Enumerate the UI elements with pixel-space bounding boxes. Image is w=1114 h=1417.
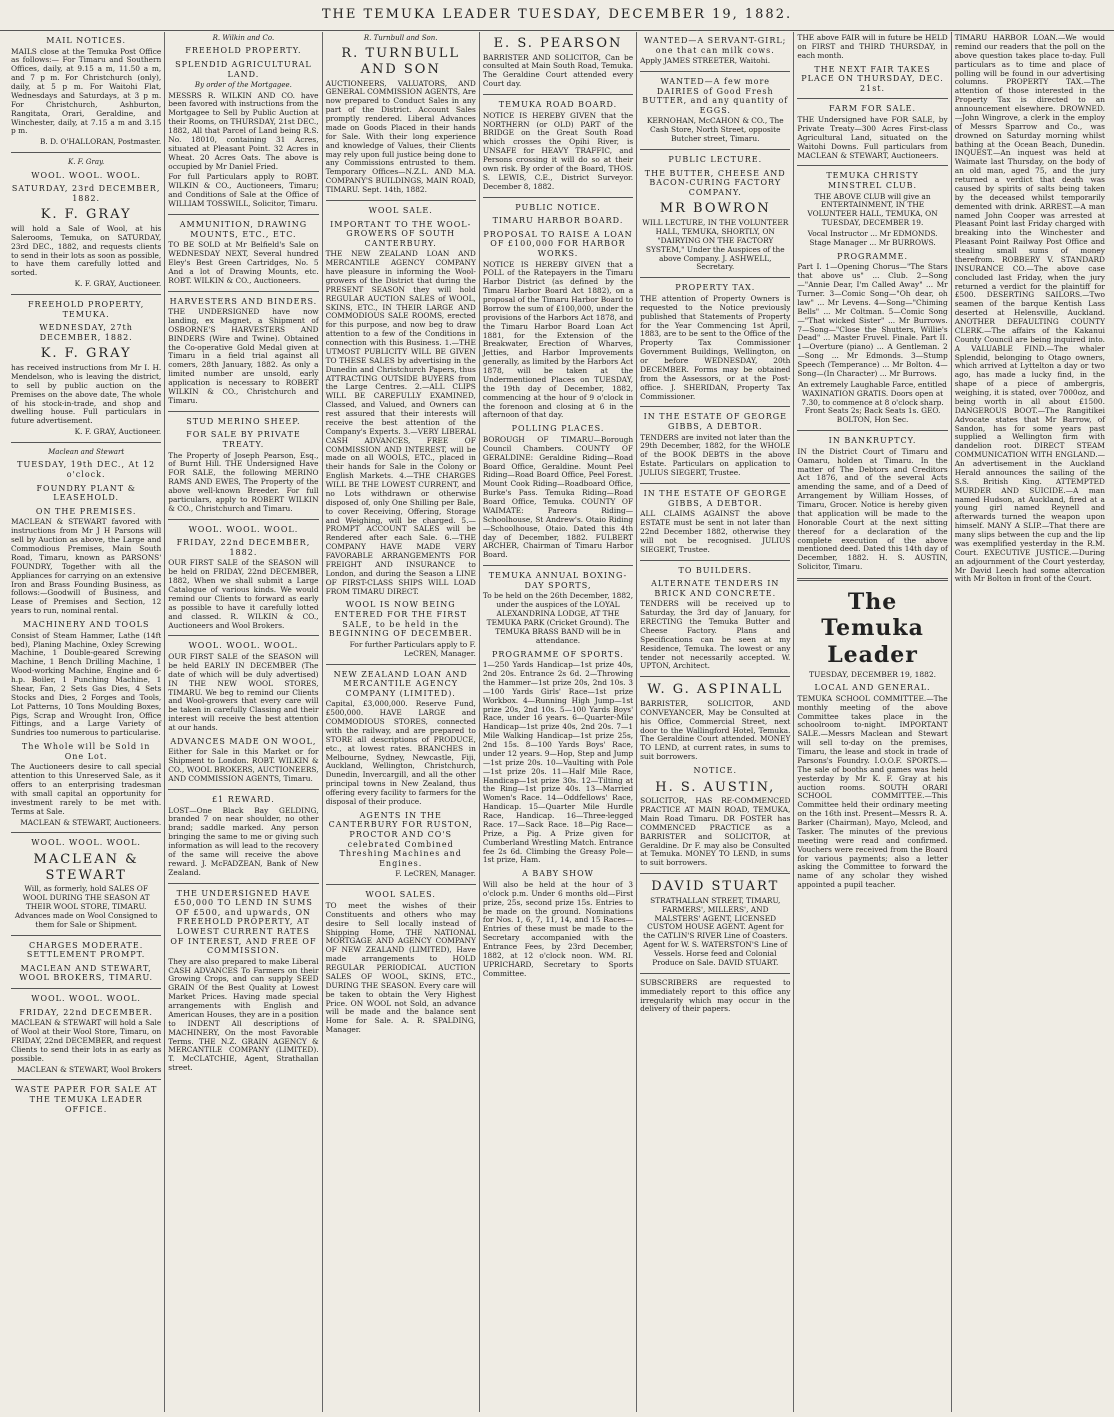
wilkin-wool-text: OUR FIRST SALE of the SEASON will be held on FRIDAY, 22nd DECEMBER, 1882, When we shall submit a Large Catalogue of various kinds. We would remind our Clients to forward as early as possible to have it carefully lotted and classed. R. WILKIN & CO., Auctioneers and Wool Brokers. bbox=[168, 558, 319, 630]
wilkin-land-text: MESSRS R. WILKIN AND CO. have been favored with instructions from the Mortgagee to Sell by Public Auction at their Rooms, on THURSDAY, 21st DEC., 1882, All that Parcel of Land being R.S. No. 18010, containing 31 Acres, situated at Pleasant Point. 32 Acres in Wheat. 20 Acres Oats. The above is occupied by Mr Daniel Fried. bbox=[168, 90, 319, 171]
gray-subheading: K. F. Gray. bbox=[68, 158, 105, 167]
pearson-name: E. S. PEARSON bbox=[493, 36, 623, 51]
local-general-text: TEMUKA SCHOOL COMMITTEE.—The monthly meeting of the above Committee takes place in the schoolroom to-night. IMPORTANT SALE.—Messrs Maclean and Stewart will sell to-day on the premises, Timaru, the lease and stock in trade of Parsons's Foundry. I.O.O.F. SPORTS.—The sale of booths and games was held yesterday by Mr K. F. Gray at his auction rooms. SOUTH ORARI SCHOOL COMMITTEE.—This Committee held their ordinary meeting on the 16th inst. Present—Messrs R. A. Barker (Chairman), Mayo, Mcleod, and Tasker. The minutes of the previous meeting were read and confirmed. Vouchers were received from the Board for various payments; also a letter asking the Committee to forward the name of any scholar they wished appointed a pupil teacher. bbox=[797, 693, 948, 890]
nz-loan-heading: NEW ZEALAND LOAN AND MERCANTILE AGENCY COMPANY (LIMITED). bbox=[333, 669, 468, 698]
wilkin-land-particulars: For full Particulars apply to ROBT. WILKIN & CO., Auctioneers, Timaru; and Conditions of Sale at the Office of WILLIAM TOSSWILL, Solicitor, Timaru. bbox=[168, 172, 319, 209]
loan-text: They are also prepared to make Liberal CASH ADVANCES To Farmers on their Growing Crops, and can supply SEED GRAIN Of the Best Quality at Lowest Market Prices. Having made special arrangements with English and American Houses, they are in a position to INDENT All descriptions of MACHINERY, On the most Favorable Terms. THE N.Z. GRAIN AGENCY & MERCANTILE COMPANY (LIMITED). T. McCLATCHIE, Agent, Strathallan street. bbox=[168, 956, 319, 1073]
column-4 bbox=[480, 32, 637, 1412]
factory-company-heading: THE BUTTER, CHEESE AND BACON-CURING FACTORY COMPANY. bbox=[644, 168, 786, 197]
boxing-day-text: To be held on the 26th December, 1882, under the auspices of the LOYAL ALEXANDRINA LODGE, AT THE TEMUKA PARK (Cricket Ground). The TEMUKA BRASS BAND will be in attendance. bbox=[482, 591, 634, 645]
first-sale-heading: WOOL IS NOW BEING ENTERED FOR THE FIRST SALE, to be held in the BEGINNING OF DECEMBER. bbox=[328, 600, 473, 639]
fair-text: THE above FAIR will in future be HELD on FIRST and THIRD THURSDAY, in each month. bbox=[797, 33, 948, 60]
notice-heading: NOTICE. bbox=[693, 766, 738, 775]
builders-heading: TO BUILDERS. bbox=[678, 565, 753, 575]
freehold-date: WEDNESDAY, 27th DECEMBER, 1882. bbox=[39, 323, 133, 342]
minstrel-text: THE ABOVE CLUB will give an ENTERTAINMENT, IN THE VOLUNTEER HALL, TEMUKA, ON TUESDAY, DECEMBER 19. bbox=[807, 191, 938, 228]
polling-places-text: BOROUGH OF TIMARU—Borough Council Chambers. COUNTY OF GERALDINE: Geraldine Riding—Road Board Office, Geraldine. Mount Peel Riding—Road Board Office, Peel Forest. Mount Cook Riding—Roadboard Office, Burke's Pass. Temuka Riding—Road Board Office, Temuka. COUNTY OF WAIMATE: Pareora Riding—Schoolhouse, St Andrew's. Otaio Riding—Schoolhouse, Otaio. Dated this 4th day of December, 1882. FULBERT ARCHER, Chairman of Timaru Harbor Board. bbox=[482, 434, 634, 560]
ammunition-heading: AMMUNITION, DRAWING MOUNTS, ETC., ETC. bbox=[179, 219, 308, 239]
column-7 bbox=[952, 32, 1108, 1412]
advances-heading: ADVANCES MADE ON WOOL, bbox=[170, 736, 317, 746]
local-general-heading: LOCAL AND GENERAL. bbox=[814, 683, 931, 693]
foundry-text: MACLEAN & STEWART favored with instructions from Mr J H Parsons will sell by Auction as above, the Large and Commodious Premises, Main South Road, Timaru, known as PARSONS' FOUNDRY, Together with all the Appliances for carrying on an extensive Iron and Brass Founding Business, as follows:—Goodwill of Business, and Lease of Premises and Section, 12 years to run, nominal rental. bbox=[11, 517, 162, 616]
column-6 bbox=[794, 32, 951, 1412]
property-tax-heading: PROPERTY TAX. bbox=[675, 283, 756, 293]
brokers-line: MACLEAN AND STEWART, WOOL BROKERS, TIMARU. bbox=[19, 963, 154, 983]
whole-lot-line: The Whole will be Sold in One Lot. bbox=[21, 742, 151, 761]
baby-show-heading: A BABY SHOW bbox=[522, 869, 594, 879]
servant-wanted-heading: WANTED—A SERVANT-GIRL; one that can milk cows. bbox=[644, 36, 787, 55]
harbor-loan-text: NOTICE IS HEREBY GIVEN that a POLL of the Ratepayers in the Timaru Harbor District (as defined by the Timaru Harbor Board Act 1882), on a proposal of the Timaru Harbor Board to Borrow the sum of £100,000, under the provisions of the Harbors Act 1878, and the Timaru Harbor Board Loan Act 1881, for the Extension of the Breakwater, Erection of Wharves, Jetties, and Harbor Improvements generally, as limited by the Harbors Act 1878, will be taken at the Undermentioned Places on TUESDAY, the 19th day of December, 1882, commencing at the hour of 9 o'clock in the forenoon and closing at 6 in the afternoon of that day. bbox=[482, 259, 634, 420]
private-treaty-heading: FOR SALE BY PRIVATE TREATY. bbox=[186, 430, 301, 449]
sports-programme-text: 1—250 Yards Handicap—1st prize 40s, 2nd 20s. Entrance 2s 6d. 2—Throwing the Hammer—1st prize 20s, 2nd 10s. 3—100 Yards Girls' Race—1st prize Workbox. 4—Running High Jump—1st prize 20s, 2nd 10s. 5—100 Yards Boys' Race, under 16 years. 6—Quarter-Mile Handicap—1st prize 40s, 2nd 20s. 7—1 Mile Walking Handicap—1st prize 25s, 2nd 15s. 8—100 Yards Boys' Race, under 12 years. 9—Hop, Step and Jump—1st prize 20s. 10—Vaulting with Pole—1st prize 20s. 11—Half Mile Race, Handicap—1st prize 30s. 12—Tilting at the Ring—1st prize 40s. 13—Married Women's Race. 14—Oddfellows' Race, Handicap. 15—Quarter Mile Hurdle Race, Handicap. 16—Three-legged Race. 17—Sack Race. 18—Pig Race—Prize, a Pig. A Prize given for Cumberland Wrestling Match. Entrance fee 2s 6d. Climbing the Greasy Pole—1st prize, Ham. bbox=[482, 660, 634, 865]
harvesters-text: THE UNDERSIGNED have now landing, ex Magnet, a Shipment of OSBORNE'S HARVESTERS AND BINDERS (Wire and Twine). Obtained the Co-operative Gold Medal given at Timaru in a field trial against all comers, 28th January, 1882. As only a limited number are unsold, early application is necessary to ROBERT WILKIN & CO., Christchurch and Timaru. bbox=[168, 307, 319, 405]
national-mortgage-text: TO meet the wishes of their Constituents and others who may desire to Sell locally instead of Shipping Home, THE NATIONAL MORTGAGE AND AGENCY COMPANY OF NEW ZEALAND (LIMITED), Have made arrangements to HOLD REGULAR PERIODICAL AUCTION SALES OF WOOL, SKINS, ETC., DURING THE SEASON. Every care will be taken to obtain the Very Highest Price. ON WOOL not Sold, an advance will be made and the balance sent Home for Sale. A. R. SPALDING, Manager. bbox=[325, 900, 476, 1035]
mail-notices-text: MAILS close at the Temuka Post Office as follows:— For Timaru and Southern Offices, daily, at 9.15 a m, 11.50 a m, and 7 p m. For Christchurch (only), daily, at 5 p m. For Waitohi Flat, Wednesdays and Saturdays, at 3 p m. For Christchurch, Ashburton, Rangitata, Orari, Geraldine, and Winchester, daily, at 7.15 a m and 3.15 p m. bbox=[11, 46, 162, 136]
programme-text: Part I. 1—Opening Chorus—"The Stars that above us" ... Club. 2—Song—"Annie Dear, I'm Called Away" ... Mr Turner. 3—Comic Song—"Oh dear, oh law" ... Mr Levens. 4—Song—"Chiming Bells" ... Mr Coltman. 5—Comic Song—"That wicked Sister" ... Mr Burrows. 7—Song—"Close the Shutters, Willie's Dead" ... Master Fruvel. Finale. Part II. 1—Overture (piano) ... A Gentleman. 2—Song ... Mr Edmonds. 3—Stump Speech (Temperance) ... Mr Bolton. 4—Song—(In Character) ... Mr Burrows. bbox=[797, 262, 948, 378]
mortgagee-line: By order of the Mortgagee. bbox=[194, 81, 292, 90]
wool2-heading: WOOL. WOOL. WOOL. bbox=[31, 838, 141, 848]
wilkin-wool-date: FRIDAY, 22nd DECEMBER, 1882. bbox=[176, 538, 311, 557]
wool3-date: FRIDAY, 22nd DECEMBER. bbox=[19, 1007, 153, 1017]
aspinall-name: W. G. ASPINALL bbox=[647, 682, 784, 698]
ms-signature: MACLEAN & STEWART, Auctioneers. bbox=[20, 817, 162, 827]
freehold-text: has received instructions from Mr I. H. Mendelson, who is leaving the district, to sell by public auction on the Premises on the above date, The whole of his stock-in-trade, and shop and dwelling house. Full particulars in future advertisement. bbox=[11, 363, 162, 426]
wool2-name: MACLEAN & STEWART bbox=[33, 852, 139, 883]
column-2 bbox=[165, 32, 322, 1412]
public-lecture-heading: PUBLIC LECTURE. bbox=[668, 155, 763, 165]
stuart-text: STRATHALLAN STREET, TIMARU, FARMERS', MILLERS', AND MALSTERS' AGENT, LICENSED CUSTOM HOUSE AGENT. Agent for the CATLIN'S RIVER Line of Coasters. Agent for W. S. WATERSTON'S Line of Vessels. Horse feed and Colonial Produce on Sale. DAVID STUART. bbox=[643, 895, 788, 967]
mail-notices-signature: B. D. O'HALLORAN, Postmaster. bbox=[39, 137, 162, 147]
lecture-text: WILL LECTURE, IN THE VOLUNTEER HALL, TEMUKA, SHORTLY, ON "DAIRYING ON THE FACTORY SYSTEM," Under the Auspices of the above Company. J. ASHWELL, Secretary. bbox=[642, 218, 789, 272]
machinery-heading: MACHINERY AND TOOLS bbox=[22, 620, 150, 630]
important-heading: IMPORTANT TO THE WOOL-GROWERS OF SOUTH CANTERBURY. bbox=[330, 219, 472, 248]
nz-loan-stores-text: Capital, £3,000,000. Reserve Fund, £500,000. HAVE LARGE and COMMODIOUS STORES, connected with the railway, and are prepared to STORE all descriptions of PRODUCE, etc., at lowest rates. BRANCHES in Melbourne, Sydney, Newcastle, Fiji, Auckland, Wellington, Christchurch, Dunedin, Invercargill, and all the other principal towns in New Zealand, thus offering every facility to farmers for the disposal of their produce. bbox=[325, 699, 476, 806]
baby-show-text: Will also be held at the hour of 3 o'clock p.m. Under 6 months old—First prize, 25s, second prize 15s. Entries to be made on the ground. Nominations for Nos. 1, 6, 7, 11, 14, and 15 Races—Entries of these must be made to the Secretary accompanied with the Entrance Fees, by 23rd December, 1882, at 12 o'clock noon. WM. RI. UPRICHARD, Secretary to Sports Committee. bbox=[482, 879, 634, 978]
gibbs-estate-heading: IN THE ESTATE OF GEORGE GIBBS, A DEBTOR. bbox=[643, 412, 787, 431]
property-tax-text: THE attention of Property Owners is requested to the Notice previously published that Statements of Property for the Year Commencing 1st April, 1883, are to be sent to the Office of the Property Tax Commissioner Government Buildings, Wellington, on or before WEDNESDAY, 20th DECEMBER. Forms may be obtained from the Assessors, or at the Post-office. J. SHERIDAN, Property Tax Commissioner. bbox=[640, 293, 791, 401]
gray-name: K. F. GRAY bbox=[40, 207, 132, 223]
ammunition-text: TO BE SOLD at Mr Belfield's Sale on WEDNESDAY NEXT, Several hundred Eley's Best Green Cartridges, No. 5 And a lot of Drawing Mounts, etc. ROBT. WILKIN & CO., Auctioneers. bbox=[168, 240, 319, 285]
leader-date: TUESDAY, DECEMBER 19, 1882. bbox=[809, 670, 937, 680]
machinery-text: Consist of Steam Hammer, Lathe (14ft bed), Planing Machine, Oxley Screwing Machine, 1 Double-geared Screwing Machine, 1 Bench Drilling Machine, 1 Wood-working Machine, Engine and 6-h.p. Boiler, 1 Punching Machine, 1 Shear, Fan, 2 Sets Gas Dies, 4 Sets Stocks and Dies, 2 Forges and Tools, Lot Patterns, 10 Tons Moulding Boxes, Pigs, Scrap and Wrought Iron, Office Fittings, and a Large Variety of Sundries too numerous to particularise. bbox=[11, 630, 162, 738]
builders-text: TENDERS will be received up to Saturday, the 3rd day of January, for ERECTING the Temuka Butter and Cheese Factory. Plans and Specifications can be seen at my Residence, Temuka. The lowest or any tender not necessarily accepted. W. UPTON, Architect. bbox=[640, 599, 791, 671]
austin-name: H. S. AUSTIN, bbox=[655, 779, 776, 795]
farm-sale-text: THE Undersigned have FOR SALE, by Private Treaty—300 Acres First-class Agricultural Land, situated on the Waitohi Downs. Full particulars from MACLEAN & STEWART, Auctioneers. bbox=[797, 115, 948, 160]
nz-loan-text: THE NEW ZEALAND LOAN AND MERCANTILE AGENCY COMPANY have pleasure in informing the Wool-growers of the District that during the PRESENT SEASON they will hold REGULAR AUCTION SALES of WOOL, SKINS, ETC., IN THEIR LARGE AND COMMODIOUS SALE ROOMS, erected for this purpose, and now beg to draw attention to a few of the Conditions in connection with this Business. 1.—THE UTMOST PUBLICITY WILL BE GIVEN TO THESE SALES by advertising in the Dunedin and Christchurch Papers, thus ATTRACTING OUTSIDE BUYERS from the Large Centres. 2.—ALL CLIPS WILL BE CAREFULLY EXAMINED, Classed, and Valued, and Owners can rest assured that their interests will receive the best attention of the Company's Experts. 3.—VERY LIBERAL CASH ADVANCES, FREE OF COMMISSION AND INTEREST, will be made on all WOOLS, ETC., placed in their hands for Sale in the Colony or English Markets. 4.—THE CHARGES WILL BE THE LOWEST CURRENT, and no Lots withdrawn or otherwise disposed of, only One Shilling per Bale, to cover Receiving, Offering, Storage and Weighing, will be charged. 5.—PROMPT ACCOUNT SALES will be Rendered after each Sale. 6.—THE COMPANY HAVE MADE VERY FAVORABLE ARRANGEMENTS FOR FREIGHT AND INSURANCE to London, and during the Season a LINE OF FIRST-CLASS SHIPS WILL LOAD FROM TIMARU DIRECT. bbox=[325, 249, 476, 596]
turnbull-subheading: R. Turnbull and Son. bbox=[363, 34, 438, 42]
harvesters-heading: HARVESTERS AND BINDERS. bbox=[169, 296, 318, 306]
programme-heading: PROGRAMME. bbox=[837, 251, 908, 261]
boxing-day-heading: TEMUKA ANNUAL BOXING-DAY SPORTS, bbox=[488, 571, 628, 590]
column-3 bbox=[323, 32, 480, 1412]
reward-heading: £1 REWARD. bbox=[211, 794, 275, 804]
gibbs-claims-text: ALL CLAIMS AGAINST the above ESTATE must be sent in not later than 22nd December 1882, otherwise they will not be recognised. JULIUS SIEGERT, Trustee. bbox=[640, 509, 791, 554]
column-1 bbox=[8, 32, 165, 1412]
freehold-signature: K. F. GRAY, Auctioneer. bbox=[74, 427, 162, 437]
merino-heading: STUD MERINO SHEEP. bbox=[186, 416, 301, 426]
loan-heading: THE UNDERSIGNED HAVE £50,000 TO LEND IN SUMS OF £500, and upwards, ON FREEHOLD PROPERTY, AT LOWEST CURRENT RATES OF INTEREST, AND FREE OF COMMISSION. bbox=[170, 888, 317, 956]
gibbs-estate2-heading: IN THE ESTATE OF GEORGE GIBBS, A DEBTOR. bbox=[643, 488, 787, 508]
freehold-heading: FREEHOLD PROPERTY, TEMUKA. bbox=[28, 300, 145, 319]
subscribers-notice: SUBSCRIBERS are requested to immediately report to this office any irregularity which may occur in the delivery of their papers. bbox=[640, 977, 791, 1014]
turnbull-name: R. TURNBULL AND SON bbox=[341, 46, 461, 77]
lecren-line: For further Particulars apply to F. LeCREN, Manager. bbox=[349, 639, 476, 658]
minstrel-staff: Vocal Instructor ... Mr EDMONDS. Stage Manager ... Mr BURROWS. bbox=[807, 229, 938, 247]
advances-text: Either for Sale in this Market or for Shipment to London. ROBT. WILKIN & CO., WOOL BROKERS, AUCTIONEERS, AND COMMISSION AGENTS, Timaru. bbox=[168, 747, 319, 784]
road-board-text: NOTICE IS HEREBY GIVEN that the NORTHERN (or OLD) PART of the BRIDGE on the Great South Road which crosses the Opihi River, is UNSAFE for HEAVY TRAFFIC, and Persons crossing it will do so at their own risk. By order of the Board, THOS. S. LEWIS, C.E., District Surveyor. December 8, 1882. bbox=[482, 110, 634, 191]
pearson-text: BARRISTER AND SOLICITOR, Can be consulted at Main South Road, Temuka. The Geraldine Court attended every Court day. bbox=[482, 52, 634, 89]
next-fair-heading: THE NEXT FAIR TAKES PLACE ON THURSDAY, DEC. 21st. bbox=[801, 64, 944, 93]
wool3-heading: WOOL. WOOL. WOOL. bbox=[31, 994, 141, 1003]
page-masthead: THE TEMUKA LEADER TUESDAY, DECEMBER 19, 1882. bbox=[0, 0, 1114, 31]
polling-places-heading: POLLING PLACES. bbox=[511, 424, 605, 434]
premises-heading: ON THE PREMISES. bbox=[35, 506, 137, 516]
merino-text: The Property of Joseph Pearson, Esq., of Burnt Hill. THE Undersigned Have FOR SALE, the following MERINO RAMS AND EWES, The Property of the above well-known Breeder. For full particulars, apply to ROBERT WILKIN & CO., Christchurch and Timaru. bbox=[168, 450, 319, 513]
servant-wanted-text: Apply JAMES STREETER, Waitohi. bbox=[640, 56, 771, 66]
wilkin-wool-heading: WOOL. WOOL. WOOL. bbox=[188, 524, 299, 534]
sports-programme-heading: PROGRAMME OF SPORTS. bbox=[492, 649, 624, 659]
gibbs-tenders-text: TENDERS are invited not later than the 29th December, 1882, for the WHOLE of the BOOK DEBTS in the above Estate. Particulars on application to JULIUS SIEGERT, Trustee. bbox=[640, 432, 791, 478]
ms-subheading: Maclean and Stewart bbox=[48, 448, 125, 457]
ms-date: TUESDAY, 19th DEC., At 12 o'clock. bbox=[17, 460, 156, 480]
wilkin-subheading: R. Wilkin and Co. bbox=[212, 34, 275, 42]
austin-text: SOLICITOR, HAS RE-COMMENCED PRACTICE AT MAIN ROAD, TEMUKA, Main Road Timaru. DR FOSTER has COMMENCED PRACTICE as a BARRISTER and SOLICITOR, at Geraldine. Dr F. may also be Consulted at Temuka. MONEY TO LEND, in sums to suit borrowers. bbox=[640, 796, 791, 868]
freehold-property-heading: FREEHOLD PROPERTY. bbox=[185, 46, 302, 56]
foundry-heading: FOUNDRY PLANT & LEASEHOLD. bbox=[36, 483, 136, 503]
bankruptcy-heading: IN BANKRUPTCY. bbox=[828, 436, 917, 446]
wool3-text: MACLEAN & STEWART will hold a Sale of Wool at their Wool Store, Timaru, on FRIDAY, 22nd DECEMBER, and request Clients to send their lots in as early as possible. bbox=[11, 1018, 162, 1063]
auction-note: The Auctioneers desire to call special attention to this Unreserved Sale, as it offers to an enterprising tradesman with small capital an opportunity for investment rarely to be met with. Terms at Sale. bbox=[11, 762, 162, 816]
turnbull-text: AUCTIONEERS, VALUATORS, AND GENERAL COMMISSION AGENTS, Are now prepared to Conduct Sales in any part of the District. Account Sales promptly rendered. Liberal Advances made on Goods Placed in their hands for Sale. With their long experience and knowledge of Values, their Clients may rely upon full justice being done to any Commissions entrusted to them. Temporary Offices—N.Z.L. AND M.A. COMPANY'S BUILDINGS, MAIN ROAD, TIMARU. Sept. 14th, 1882. bbox=[325, 78, 476, 195]
mail-notices-heading: MAIL NOTICES. bbox=[46, 36, 127, 45]
agents-heading: AGENTS IN THE CANTERBURY FOR RUSTON, PROCTOR AND CO'S celebrated Combined Threshing Machines and Engines. bbox=[328, 810, 473, 868]
bowron-name: MR BOWRON bbox=[659, 201, 771, 217]
stuart-name: DAVID STUART bbox=[651, 879, 780, 895]
wool3-signature: MACLEAN & STEWART, Wool Brokers bbox=[17, 1064, 162, 1074]
reward-text: LOST—One Black Bay GELDING, branded 7 on near shoulder, no other brand; saddle marked. Any person bringing the same to me or giving such information as will lead to the recovery of the same will receive the above reward. J. McFADZEAN, Bank of New Zealand. bbox=[168, 805, 319, 877]
bankruptcy-text: IN the District Court of Timaru and Oamaru, holden at Timaru. In the matter of The Debtors and Creditors Act 1876, and of the several Acts amending the same, and of a Deed of Arrangement by William Hosses, of Timaru, Grocer. Notice is hereby given that application will be made to the Honorable Court at the next sitting thereof for a declaration of the complete execution of the above mentioned deed. Dated this 14th day of December, 1882. H. S. AUSTIN, Solicitor, Timaru. bbox=[797, 446, 948, 572]
dairies-wanted-text: KERNOHAN, McCAHON & CO., The Cash Store, North Street, opposite Butcher street, Timaru. bbox=[646, 116, 784, 144]
temuka-leader-title: The Temuka Leader bbox=[821, 589, 924, 668]
harbor-loan-heading: PROPOSAL TO RAISE A LOAN OF £100,000 FOR HARBOR WORKS. bbox=[483, 229, 633, 258]
aspinall-text: BARRISTER, SOLICITOR, AND CONVEYANCER, May be Consulted at his Office, Commercial Street, next door to the Wallingford Hotel, Temuka. The Geraldine Court attended. MONEY TO LEND, at current rates, in sums to suit borrowers. bbox=[640, 698, 791, 762]
dairies-wanted-heading: WANTED—A few more DAIRIES of Good Fresh BUTTER, and any quantity of EGGS. bbox=[642, 77, 789, 115]
agricultural-land-heading: SPLENDID AGRICULTURAL LAND. bbox=[175, 59, 312, 79]
minstrel-heading: TEMUKA CHRISTY MINSTREL CLUB. bbox=[826, 171, 919, 190]
wool-sales-heading: WOOL SALES. bbox=[365, 890, 436, 900]
harbor-board-heading: TIMARU HARBOR BOARD. bbox=[492, 216, 624, 226]
wool-sale-heading: WOOL SALE. bbox=[368, 205, 433, 215]
wool2-text: Will, as formerly, hold SALES OF WOOL DURING THE SEASON AT THEIR WOOL STORE, TIMARU. Advances made on Wool Consigned to them for Sale or Shipment. bbox=[14, 884, 158, 929]
agents-sign: F. LeCREN, Manager. bbox=[395, 869, 476, 879]
alternate-tenders-heading: ALTERNATE TENDERS IN BRICK AND CONCRETE. bbox=[651, 579, 780, 598]
freehold-name: K. F. GRAY bbox=[40, 346, 132, 362]
columns bbox=[8, 32, 1108, 1412]
road-board-heading: TEMUKA ROAD BOARD. bbox=[498, 100, 618, 110]
wilkin-wool2-text: OUR FIRST SALE of the SEASON will be held EARLY IN DECEMBER (The date of which will be duly advertised) IN THE NEW WOOL STORES, TIMARU. We beg to remind our Clients and Wool-growers that every care will be taken in carefully Classing and their interest will receive the best attention at our hands. bbox=[168, 652, 319, 732]
gray-date: SATURDAY, 23rd DECEMBER, 1882. bbox=[11, 184, 161, 203]
wilkin-wool2-heading: WOOL. WOOL. WOOL. bbox=[188, 641, 299, 651]
news-items-text: TIMARU HARBOR LOAN.—We would remind our readers that the poll on the above question takes place to-day. Full particulars as to time and place of polling will be found in our advertising columns. PROPERTY TAX.—The attention of those interested in the Property Tax is directed to an announcement elsewhere. DROWNED.—John Wingrove, a clerk in the employ of Messrs Sparrow and Co., was drowned on Saturday morning whilst bathing at the Ocean Beach, Dunedin. INQUEST.—An inquest was held at Waimate last Thursday, on the body of an old man, aged 75, and the jury returned a verdict that death was caused by spirits of salts being taken by the deceased whilst temporarily demented with drink. ARREST.—A man named John Cooper was arrested at Pleasant Point last Friday charged with breaking into the Winchester and Pleasant Point Railway Post Office and stealing small sums of money therefrom. ROBBERY V. STANDARD INSURANCE CO.—The above case concluded last Friday, when the jury returned a verdict for the plaintiff for £500. DESERTING SAILORS.—Two seamen of the barque Kentish Lass deserted at Helensville, Auckland. ANOTHER DEFAULTING COUNTY CLERK.—The affairs of the Kakanui County Council are being inquired into. A VALUABLE FIND.—The whaler Splendid, belonging to Otago owners, which arrived at Lyttelton a day or two ago, has made a lucky find, in the shape of a piece of ambergris, weighing, it is stated, over 7000oz, and being worth in all about £1500. DANGEROUS BOOT.—The Rangitikei Advocate states that Mr Barrow, of Sandon, has for some years past supplied a Wellington firm with dandelion root. DIRECT STEAM COMMUNICATION WITH ENGLAND.—An advertisement in the Auckland Herald announces the sailing of the S.S. British King. ATTEMPTED MURDER AND SUICIDE.—A man named Hudson, at Auckland, fired at a young girl named Reynell and afterwards turned the weapon upon himself. MANY A SLIP.—That there are many slips between the cup and the lip was exemplified yesterday in the R.M. Court. EXECUTIVE JUSTICE.—During an adjournment of the Court yesterday, Mr David Leech had some altercation with Mr Bolton in front of the Court. bbox=[954, 33, 1105, 584]
column-5 bbox=[637, 32, 794, 1412]
charges-line: CHARGES MODERATE. SETTLEMENT PROMPT. bbox=[26, 940, 146, 960]
waste-paper-ad: WASTE PAPER FOR SALE AT THE TEMUKA LEADER OFFICE. bbox=[14, 1085, 158, 1114]
farce-text: An extremely Laughable Farce, entitled WAXINATION GRATIS. Doors open at 7.30, to commence at 8 o'clock sharp. Front Seats 2s; Back Seats 1s. GEO. BOLTON, Hon Sec. bbox=[798, 379, 947, 425]
gray-wool-heading: WOOL. WOOL. WOOL. bbox=[31, 170, 141, 180]
farm-sale-heading: FARM FOR SALE. bbox=[829, 104, 917, 114]
gray-text: will hold a Sale of Wool, at his Salerooms, Temuka, on SATURDAY, 23rd DEC., 1882, and requests clients to send in their lots as soon as possible, to have them carefully lotted and sorted. bbox=[11, 223, 162, 278]
gray-signature: K. F. GRAY, Auctioneer. bbox=[74, 279, 162, 289]
public-notice-heading: PUBLIC NOTICE. bbox=[515, 202, 601, 212]
